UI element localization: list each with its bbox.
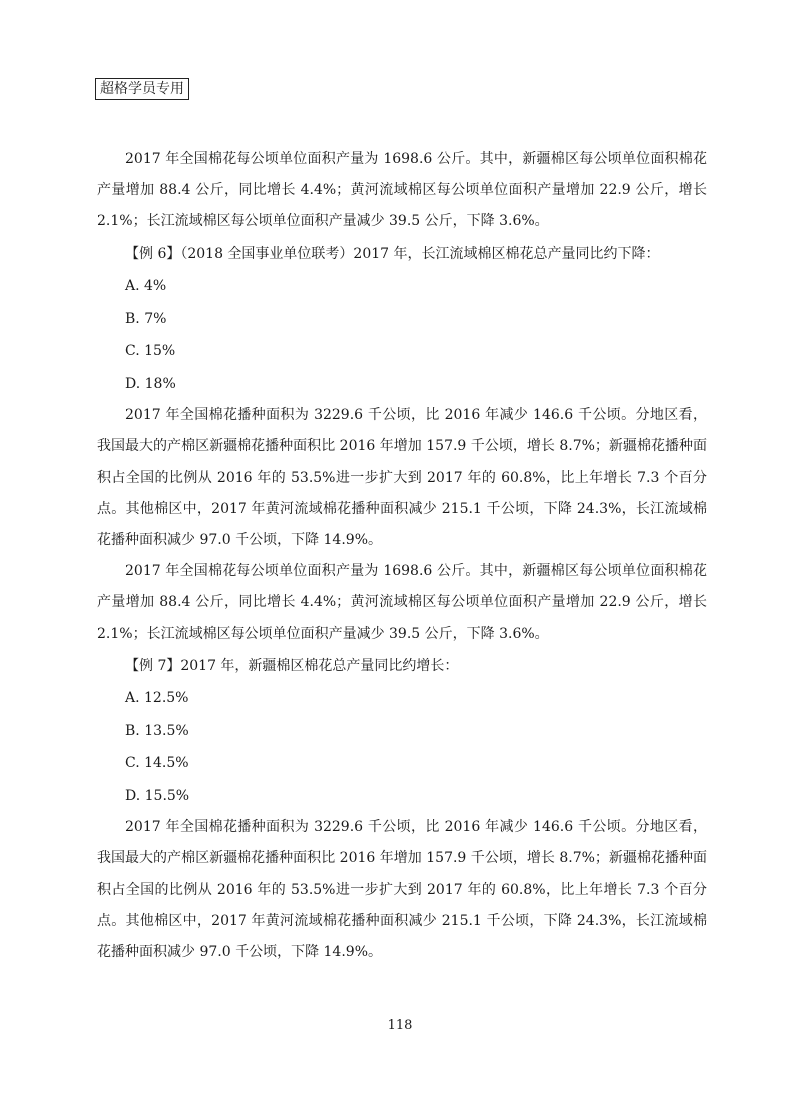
question-example-7: 【例 7】2017 年，新疆棉区棉花总产量同比约增长： bbox=[125, 657, 459, 674]
option-6a: A. 4% bbox=[125, 278, 167, 295]
paragraph-area-1: 2017 年全国棉花播种面积为 3229.6 千公顷，比 2016 年减少 146.6 千公顷。分地区看，我国最大的产棉区新疆棉花播种面积比 2016 年增加 157.9 千公顷，增长 8.7%；新疆棉花播种面积占全国的比例从 2016 年的 53.5%进一步扩大到 2017 年的 60.8%，比上年增长 7.3 个百分点。其他棉区中，2017 年黄河流域棉花播种面积减少 215.1 千公顷，下降 24.3%，长江流域棉花播种面积减少 97.0 千公顷，下降 14.9%。 bbox=[97, 407, 707, 548]
page-number: 118 bbox=[387, 1018, 413, 1033]
option-6d: D. 18% bbox=[125, 375, 176, 392]
option-7d: D. 15.5% bbox=[125, 787, 190, 804]
option-6c: C. 15% bbox=[125, 343, 176, 360]
question-example-6: 【例 6】（2018 全国事业单位联考）2017 年，长江流域棉区棉花总产量同比约下降： bbox=[125, 245, 660, 262]
paragraph-yield-1: 2017 年全国棉花每公顷单位面积产量为 1698.6 公斤。其中，新疆棉区每公顷单位面积棉花产量增加 88.4 公斤，同比增长 4.4%；黄河流域棉区每公顷单位面积产量增加 22.9 公斤，增长 2.1%；长江流域棉区每公顷单位面积产量减少 39.5 公斤，下降 3.6%。 bbox=[97, 151, 707, 230]
paragraph-yield-2: 2017 年全国棉花每公顷单位面积产量为 1698.6 公斤。其中，新疆棉区每公顷单位面积棉花产量增加 88.4 公斤，同比增长 4.4%；黄河流域棉区每公顷单位面积产量增加 22.9 公斤，增长 2.1%；长江流域棉区每公顷单位面积产量减少 39.5 公斤，下降 3.6%。 bbox=[97, 563, 707, 642]
page-content bbox=[97, 144, 707, 968]
option-6b: B. 7% bbox=[125, 310, 167, 327]
option-7a: A. 12.5% bbox=[125, 690, 189, 707]
watermark-tag: 超格学员专用 bbox=[95, 78, 189, 100]
option-7b: B. 13.5% bbox=[125, 722, 189, 739]
paragraph-area-2: 2017 年全国棉花播种面积为 3229.6 千公顷，比 2016 年减少 146.6 千公顷。分地区看，我国最大的产棉区新疆棉花播种面积比 2016 年增加 157.9 千公顷，增长 8.7%；新疆棉花播种面积占全国的比例从 2016 年的 53.5%进一步扩大到 2017 年的 60.8%，比上年增长 7.3 个百分点。其他棉区中，2017 年黄河流域棉花播种面积减少 215.1 千公顷，下降 24.3%，长江流域棉花播种面积减少 97.0 千公顷，下降 14.9%。 bbox=[97, 819, 707, 961]
option-7c: C. 14.5% bbox=[125, 755, 189, 772]
